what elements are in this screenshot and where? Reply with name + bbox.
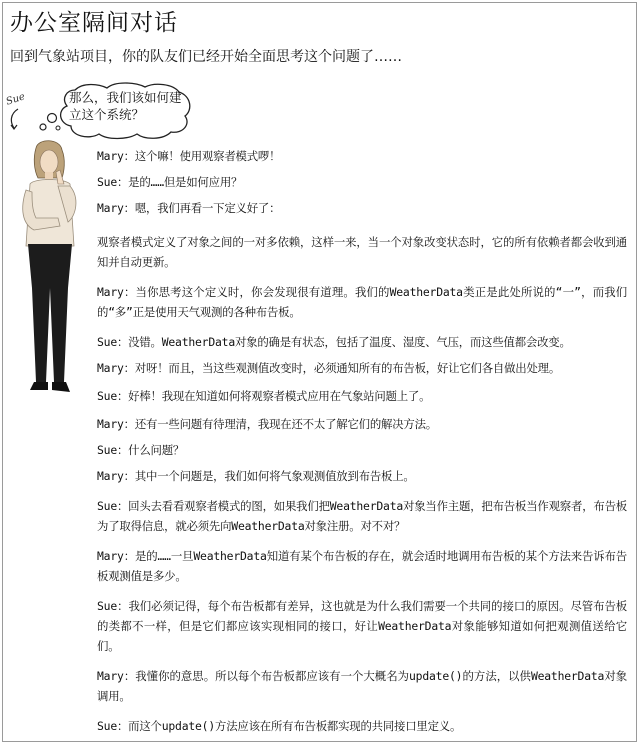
dialogue-line: Sue：回头去看看观察者模式的图，如果我们把WeatherData对象当作主题，把布告板当作观察者，布告板为了取得信息，就必须先向WeatherData对象注册。对不对？ [97,499,627,533]
thought-dots-icon [0,0,80,150]
dialogue-line: Sue：什么问题？ [97,443,185,457]
speaker-tag: Sue [4,91,27,108]
thought-bubble-text [69,89,189,123]
dialogue-line: Mary：当你思考这个定义时，你会发现很有道理。我们的WeatherData类正是此处所说的“一”，而我们的“多”正是使用天气观测的各种布告板。 [97,285,627,319]
dialogue-line: Mary：嗯，我们再看一下定义好了： [97,201,281,215]
intro-text: 回到气象站项目，你的队友们已经开始全面思考这个问题了…… [10,49,402,65]
thought-line: 那么，我们该如何建 [69,90,182,105]
dialogue-line: Mary：这个嘛！使用观察者模式啰！ [97,149,281,163]
dialogue-line: Sue：是的……但是如何应用？ [97,175,243,189]
page-title: 办公室隔间对话 [10,10,178,36]
dialogue-line: Mary：是的……一旦WeatherData知道有某个布告板的存在，就会适时地调用布告板的某个方法来告诉布告板观测值是多少。 [97,549,627,583]
dialogue-line: Mary：其中一个问题是，我们如何将气象观测值放到布告板上。 [97,469,415,483]
dialogue-line: Sue：而这个update()方法应该在所有布告板都实现的共同接口里定义。 [97,719,462,733]
dialogue-line: Sue：好棒！我现在知道如何将观察者模式应用在气象站问题上了。 [97,389,431,403]
woman-figure-illustration [14,138,94,400]
definition-text: 观察者模式定义了对象之间的一对多依赖，这样一来，当一个对象改变状态时，它的所有依赖者都会收到通知并自动更新。 [97,235,627,269]
dialogue-line: Mary：我懂你的意思。所以每个布告板都应该有一个大概名为update()的方法，以供WeatherData对象调用。 [97,669,627,703]
dialogue-panel [97,146,627,742]
dialogue-line: Mary：还有一些问题有待理清，我现在还不太了解它们的解决方法。 [97,417,437,431]
dialogue-line: Sue：我们必须记得，每个布告板都有差异，这也就是为什么我们需要一个共同的接口的原因。尽管布告板的类都不一样，但是它们都应该实现相同的接口，好让WeatherData对象能够知道如何把观测值送给它们。 [97,599,627,653]
dialogue-line: Sue：没错。WeatherData对象的确是有状态，包括了温度、湿度、气压，而这些值都会改变。 [97,335,571,349]
thought-line: 立这个系统？ [69,107,145,122]
dialogue-line: Mary：对呀！而且，当这些观测值改变时，必须通知所有的布告板，好让它们各自做出处理。 [97,361,561,375]
